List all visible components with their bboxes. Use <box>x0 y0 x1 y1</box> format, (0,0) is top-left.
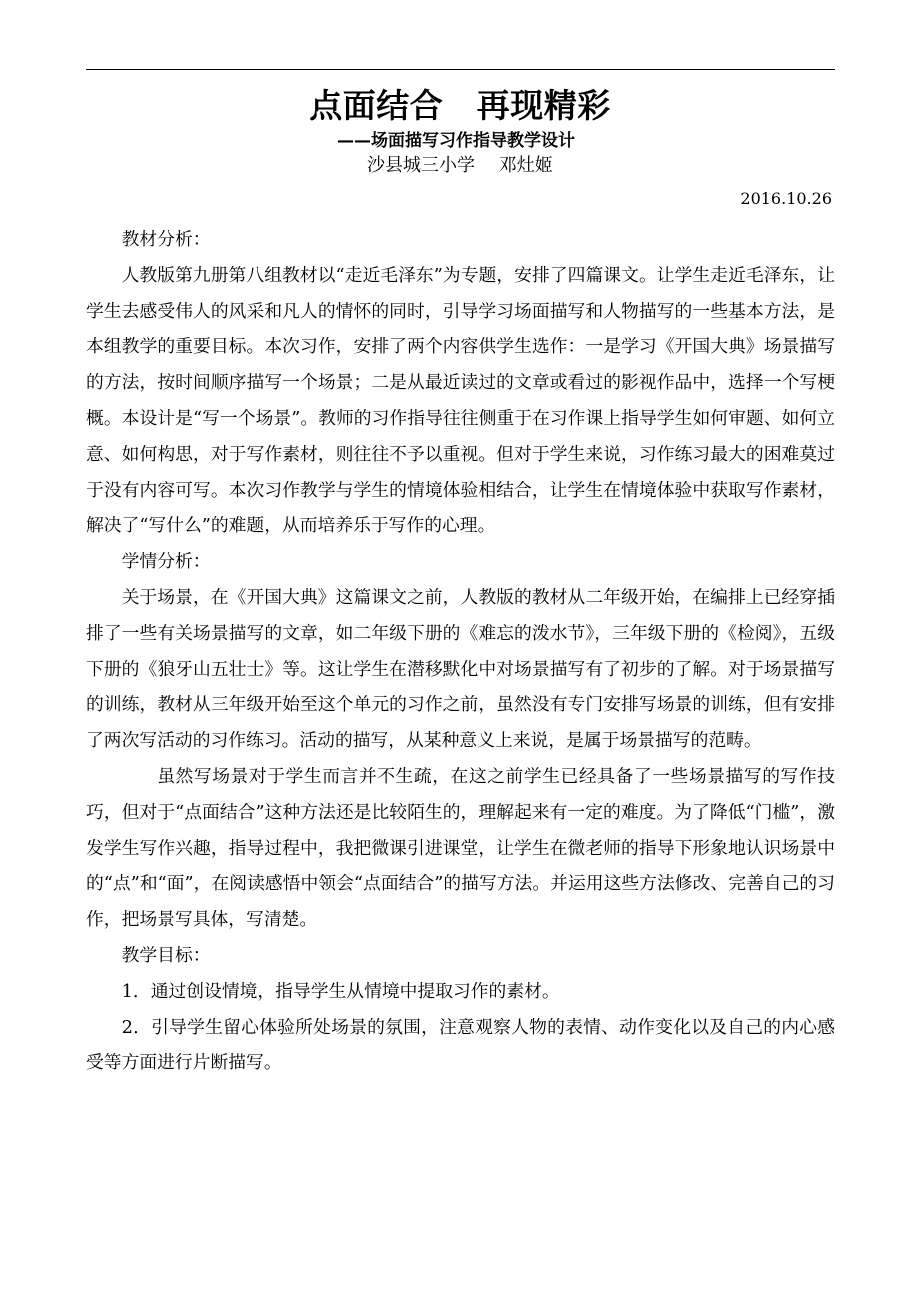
document-body <box>86 222 835 1081</box>
paragraph-learner-analysis-2: 虽然写场景对于学生而言并不生疏，在这之前学生已经具备了一些场景描写的写作技巧，但对于“点面结合”这种方法还是比较陌生的，理解起来有一定的难度。为了降低“门槛”，激发学生写作兴趣，指导过程中，我把微课引进课堂，让学生在微老师的指导下形象地认识场景中的“点”和“面”，在阅读感悟中领会“点面结合”的描写方法。并运用这些方法修改、完善自己的习作，把场景写具体，写清楚。 <box>86 765 835 931</box>
goal-item-1: 1．通过创设情境，指导学生从情境中提取习作的素材。 <box>121 980 560 1002</box>
section-heading-textbook-analysis: 教材分析： <box>121 229 211 250</box>
paragraph-textbook-analysis: 人教版第九册第八组教材以“走近毛泽东”为专题，安排了四篇课文。让学生走近毛泽东，让学生去感受伟人的风采和凡人的情怀的同时，引导学习场面描写和人物描写的一些基本方法，是本组教学的重要目标。本次习作，安排了两个内容供学生选作：一是学习《开国大典》场景描写的方法，按时间顺序描写一个场景；二是从最近读过的文章或看过的影视作品中，选择一个写梗概。本设计是“写一个场景”。教师的习作指导往往侧重于在习作课上指导学生如何审题、如何立意、如何构思，对于写作素材，则往往不予以重视。但对于学生来说，习作练习最大的困难莫过于没有内容可写。本次习作教学与学生的情境体验相结合，让学生在情境体验中获取写作素材，解决了“写什么”的难题，从而培养乐于写作的心理。 <box>86 264 835 537</box>
author-line: 沙县城三小学 邓灶姬 <box>367 155 553 176</box>
paragraph-learner-analysis-1: 关于场景，在《开国大典》这篇课文之前，人教版的教材从二年级开始，在编排上已经穿插排了一些有关场景描写的文章，如二年级下册的《难忘的泼水节》，三年级下册的《检阅》，五级下册的《狼牙山五壮士》等。这让学生在潜移默化中对场景描写有了初步的了解。对于场景描写的训练，教材从三年级开始至这个单元的习作之前，虽然没有专门安排写场景的训练，但有安排了两次写活动的习作练习。活动的描写，从某种意义上来说，是属于场景描写的范畴。 <box>86 586 835 752</box>
document-date: 2016.10.26 <box>740 189 832 208</box>
goal-item-2: 2．引导学生留心体验所处场景的氛围，注意观察人物的表情、动作变化以及自己的内心感受等方面进行片断描写。 <box>86 1016 835 1074</box>
section-heading-teaching-goals: 教学目标： <box>121 944 211 966</box>
header-rule <box>86 69 835 70</box>
section-heading-learner-analysis: 学情分析： <box>121 551 211 573</box>
document-subtitle: ——场面描写习作指导教学设计 <box>337 131 575 151</box>
document-title: 点面结合 再现精彩 <box>309 86 611 125</box>
